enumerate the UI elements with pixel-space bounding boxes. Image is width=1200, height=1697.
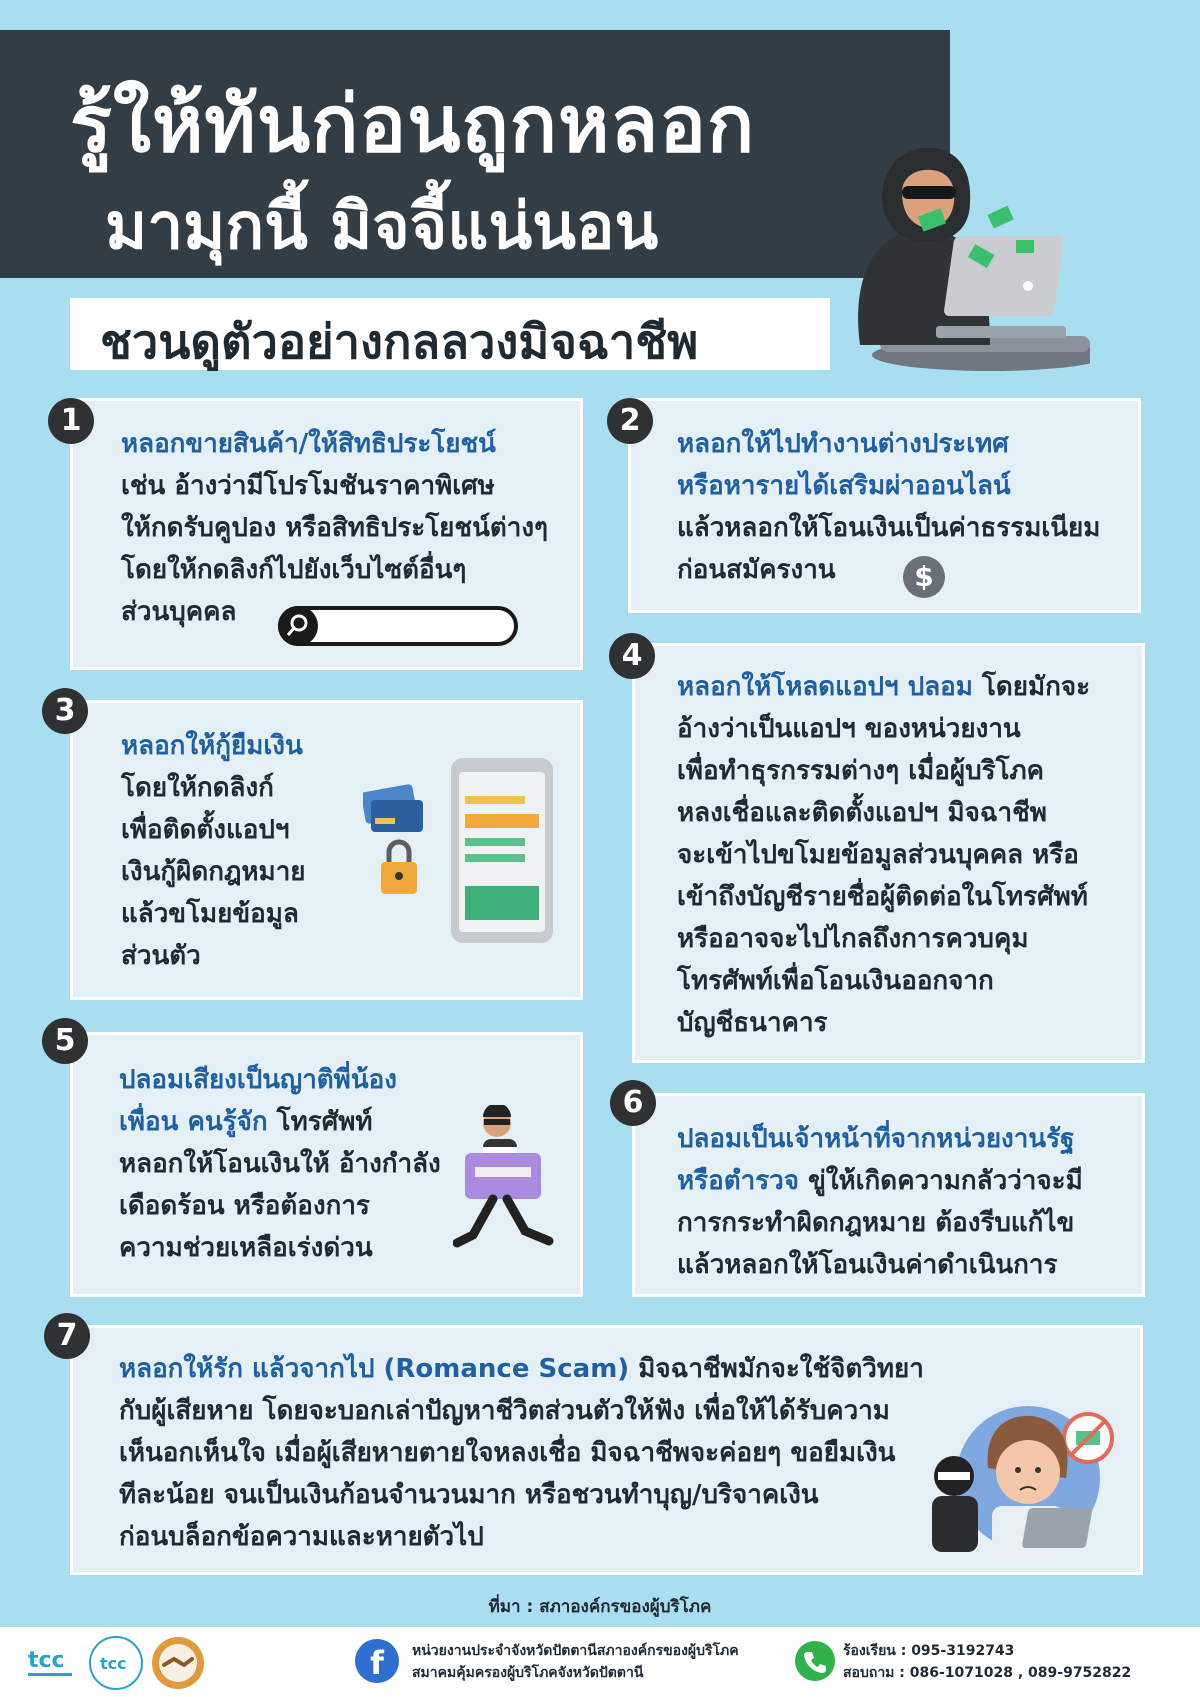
page-subtitle: ชวนดูตัวอย่างกลลวงมิจฉาชีพ <box>100 315 699 370</box>
card-7-title-rest: มิจฉาชีพมักจะใช้จิตวิทยา <box>629 1354 924 1384</box>
card-5-line: ความช่วยเหลือเร่งด่วน <box>119 1233 373 1263</box>
card-1-line: ส่วนบุคคล <box>121 597 237 627</box>
card-7-line: ทีละน้อย จนเป็นเงินก้อนจำนวนมาก หรือชวนทำบุญ/บริจาคเงิน <box>119 1480 819 1510</box>
card-6-title: ปลอมเป็นเจ้าหน้าที่จากหน่วยงานรัฐ <box>677 1124 1075 1154</box>
card-7-line: กับผู้เสียหาย โดยจะบอกเล่าปัญหาชีวิตส่วนตัวให้ฟัง เพื่อให้ได้รับความ <box>119 1396 890 1426</box>
svg-text:tcc: tcc <box>100 1654 127 1673</box>
scam-card-6 <box>632 1093 1145 1297</box>
card-1-title: หลอกขายสินค้า/ให้สิทธิประโยชน์ <box>121 429 496 459</box>
scam-card-3 <box>70 700 583 1000</box>
card-4-line: หรืออาจจะไปไกลถึงการควบคุม <box>677 924 1029 954</box>
handshake-logo <box>150 1635 206 1691</box>
romance-scam-illustration <box>928 1398 1128 1563</box>
scam-card-2 <box>628 398 1141 613</box>
search-icon <box>278 606 318 646</box>
svg-text:tcc: tcc <box>28 1648 65 1673</box>
card-5-title: ปลอมเสียงเป็นญาติพี่น้อง <box>119 1065 397 1095</box>
scam-card-5 <box>70 1032 583 1297</box>
card-2-line: ก่อนสมัครงาน <box>677 555 836 585</box>
scam-card-1 <box>70 398 583 670</box>
badge-2: 2 <box>607 398 653 444</box>
card-3-line: เพื่อติดตั้งแอปฯ <box>121 815 290 845</box>
badge-3: 3 <box>42 688 88 734</box>
scam-card-7 <box>70 1325 1143 1575</box>
thief-illustration <box>453 1105 573 1275</box>
card-5-line: หลอกให้โอนเงินให้ อ้างกำลัง <box>119 1149 441 1179</box>
card-5-title-rest: โทรศัพท์ <box>267 1107 373 1137</box>
card-2-title-line2: หรือหารายได้เสริมผ่าออนไลน์ <box>677 471 1011 501</box>
card-4-line: เพื่อทำธุรกรรมต่างๆ เมื่อผู้บริโภค <box>677 756 1045 786</box>
card-1-line: โดยให้กดลิงก์ไปยังเว็บไซต์อื่นๆ <box>121 555 467 585</box>
card-4-line: บัญชีธนาคาร <box>677 1008 828 1038</box>
phone-icon[interactable] <box>795 1641 835 1681</box>
card-4-line: เข้าถึงบัญชีรายชื่อผู้ติดต่อในโทรศัพท์ <box>677 882 1088 912</box>
dollar-icon: $ <box>903 556 945 598</box>
complaint-phone: ร้องเรียน : 095-3192743 <box>843 1643 1015 1659</box>
tcc-seal-logo <box>88 1635 144 1691</box>
scam-card-4 <box>632 643 1145 1063</box>
footer <box>0 1627 1200 1697</box>
card-3-line: เงินกู้ผิดกฎหมาย <box>121 857 306 887</box>
card-5-line: เดือดร้อน หรือต้องการ <box>119 1191 370 1221</box>
card-2-title: หลอกให้ไปทำงานต่างประเทศ <box>677 429 1009 459</box>
card-3-line: แล้วขโมยข้อมูล <box>121 899 299 929</box>
card-4-line: อ้างว่าเป็นแอปฯ ของหน่วยงาน <box>677 714 1021 744</box>
card-6-line: การกระทำผิดกฎหมาย ต้องรีบแก้ไข <box>677 1208 1075 1238</box>
badge-1: 1 <box>48 398 94 444</box>
card-4-line: หลงเชื่อและติดตั้งแอปฯ มิจฉาชีพ <box>677 798 1047 828</box>
source-credit: ที่มา : สภาองค์กรของผู้บริโภค <box>488 1597 712 1617</box>
org-line1: หน่วยงานประจำจังหวัดปัตตานีสภาองค์กรของผู้บริโภค <box>412 1643 739 1659</box>
tcc-logo <box>28 1643 74 1681</box>
card-7-line: เห็นอกเห็นใจ เมื่อผู้เสียหายตายใจหลงเชื่อ มิจฉาชีพจะค่อยๆ ขอยืมเงิน <box>119 1438 896 1468</box>
hacker-illustration <box>840 140 1090 375</box>
inquiry-phone: สอบถาม : 086-1071028 , 089-9752822 <box>843 1665 1132 1681</box>
card-4-title-rest: โดยมักจะ <box>972 672 1091 702</box>
page-title-line2: มามุกนี้ มิจจี้แน่นอน <box>105 190 659 264</box>
search-bar-illustration <box>278 606 518 646</box>
page-title: รู้ให้ทันก่อนถูกหลอก <box>70 80 756 170</box>
badge-4: 4 <box>609 633 655 679</box>
card-6-line: แล้วหลอกให้โอนเงินค่าดำเนินการ <box>677 1250 1058 1280</box>
card-4-line: โทรศัพท์เพื่อโอนเงินออกจาก <box>677 966 994 996</box>
card-4-line: จะเข้าไปขโมยข้อมูลส่วนบุคคล หรือ <box>677 840 1079 870</box>
card-7-line: ก่อนบล็อกข้อความและหายตัวไป <box>119 1522 484 1552</box>
card-2-line: แล้วหลอกให้โอนเงินเป็นค่าธรรมเนียม <box>677 513 1101 543</box>
org-line2: สมาคมคุ้มครองผู้บริโภคจังหวัดปัตตานี <box>412 1665 644 1681</box>
card-3-title: หลอกให้กู้ยืมเงิน <box>121 731 303 761</box>
card-1-line: ให้กดรับคูปอง หรือสิทธิประโยชน์ต่างๆ <box>121 513 548 543</box>
badge-6: 6 <box>610 1080 656 1126</box>
phone-loan-illustration <box>363 758 563 958</box>
card-6-title-rest: ขู่ให้เกิดความกลัวว่าจะมี <box>799 1166 1083 1196</box>
facebook-icon[interactable]: f <box>355 1639 399 1683</box>
card-7-title: หลอกให้รัก แล้วจากไป (Romance Scam) <box>119 1354 630 1384</box>
card-1-line: เช่น อ้างว่ามีโปรโมชันราคาพิเศษ <box>121 471 495 501</box>
card-6-title-line2: หรือตำรวจ <box>677 1166 800 1196</box>
card-3-line: ส่วนตัว <box>121 941 201 971</box>
card-4-title: หลอกให้โหลดแอปฯ ปลอม <box>677 672 973 702</box>
card-5-title-line2: เพื่อน คนรู้จัก <box>119 1107 268 1137</box>
badge-7: 7 <box>44 1313 90 1359</box>
card-3-line: โดยให้กดลิงก์ <box>121 773 274 803</box>
badge-5: 5 <box>42 1018 88 1064</box>
